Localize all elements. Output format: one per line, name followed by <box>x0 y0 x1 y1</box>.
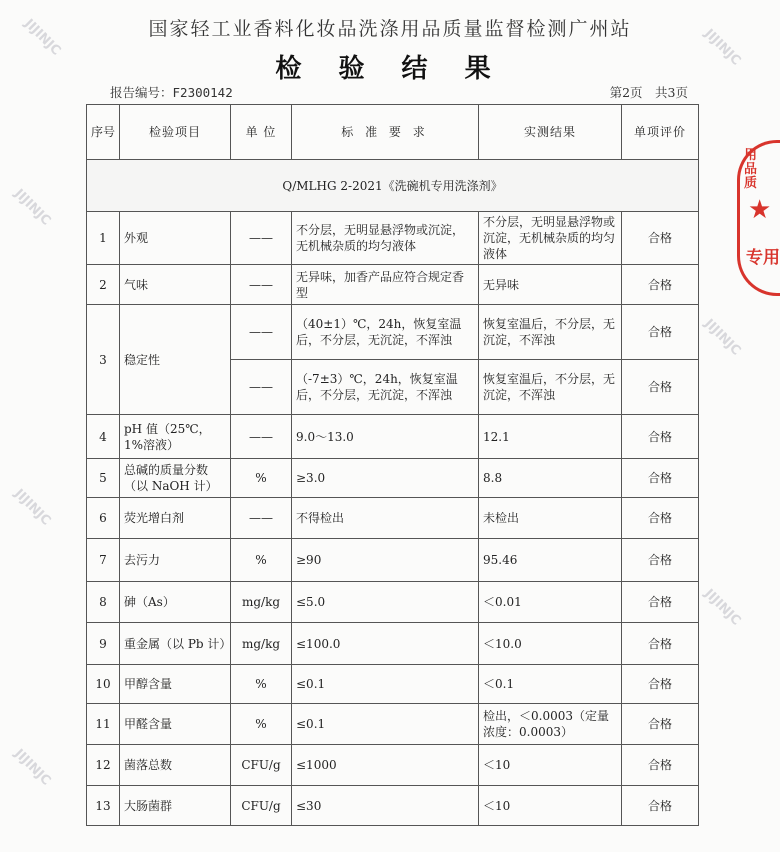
row-evaluation: 合格 <box>622 415 699 459</box>
row-result: 恢复室温后，不分层，无沉淀，不浑浊 <box>479 305 622 360</box>
table-row <box>87 539 699 582</box>
table-row <box>87 623 699 665</box>
row-evaluation: 合格 <box>622 459 699 498</box>
row-result: 不分层，无明显悬浮物或沉淀，无机械杂质的均匀液体 <box>479 212 622 265</box>
report-number <box>110 83 233 101</box>
row-requirement: 无异味，加香产品应符合规定香型 <box>292 265 479 305</box>
row-no: 8 <box>87 582 120 623</box>
row-evaluation: 合格 <box>622 360 699 415</box>
column-header-result: 实测结果 <box>479 105 622 160</box>
row-unit: CFU/g <box>231 745 292 786</box>
row-result: 12.1 <box>479 415 622 459</box>
row-result: 无异味 <box>479 265 622 305</box>
row-no: 12 <box>87 745 120 786</box>
row-requirement: ≤0.1 <box>292 704 479 745</box>
table-row <box>87 415 699 459</box>
stamp-text-top: 用品质 <box>744 148 758 191</box>
column-header-no: 序号 <box>87 105 120 160</box>
row-requirement: ≤0.1 <box>292 665 479 704</box>
stamp-star-icon: ★ <box>748 195 772 225</box>
table-header-row <box>87 105 699 160</box>
table-row <box>87 704 699 745</box>
row-no: 10 <box>87 665 120 704</box>
row-no: 11 <box>87 704 120 745</box>
row-requirement: ≤100.0 <box>292 623 479 665</box>
table-row <box>87 212 699 265</box>
row-result: 检出，＜0.0003（定量浓度：0.0003） <box>479 704 622 745</box>
page-info: 第2页 共3页 <box>609 85 688 100</box>
row-no: 7 <box>87 539 120 582</box>
row-item: 气味 <box>120 265 231 305</box>
row-result: ＜0.01 <box>479 582 622 623</box>
watermark: JIJINJC <box>701 316 744 359</box>
row-no: 9 <box>87 623 120 665</box>
row-requirement: 不分层，无明显悬浮物或沉淀，无机械杂质的均匀液体 <box>292 212 479 265</box>
watermark: JIJINJC <box>11 486 54 529</box>
organization-name: 国家轻工业香料化妆品洗涤用品质量监督检测广州站 <box>148 18 632 40</box>
row-evaluation: 合格 <box>622 305 699 360</box>
watermark: JIJINJC <box>11 186 54 229</box>
table-row <box>87 582 699 623</box>
report-number-value: F2300142 <box>172 85 233 100</box>
column-header-item: 检验项目 <box>120 105 231 160</box>
table-row <box>87 265 699 305</box>
row-requirement: （40±1）℃，24h，恢复室温后，不分层，无沉淀，不浑浊 <box>292 305 479 360</box>
row-item: 重金属（以 Pb 计） <box>120 623 231 665</box>
table-row <box>87 498 699 539</box>
row-result: ＜10 <box>479 745 622 786</box>
row-item: 荧光增白剂 <box>120 498 231 539</box>
row-item: 外观 <box>120 212 231 265</box>
row-unit: % <box>231 459 292 498</box>
row-item: 总碱的质量分数（以 NaOH 计） <box>120 459 231 498</box>
row-requirement: （-7±3）℃，24h，恢复室温后，不分层，无沉淀，不浑浊 <box>292 360 479 415</box>
row-no: 4 <box>87 415 120 459</box>
report-number-label: 报告编号： <box>110 85 173 100</box>
row-item: 大肠菌群 <box>120 786 231 826</box>
results-table <box>86 104 699 826</box>
row-result: 95.46 <box>479 539 622 582</box>
column-header-evaluation: 单项评价 <box>622 105 699 160</box>
row-result: ＜10 <box>479 786 622 826</box>
row-unit: —— <box>231 360 292 415</box>
row-no: 6 <box>87 498 120 539</box>
column-header-requirement: 标 准 要 求 <box>292 105 479 160</box>
row-item: pH 值（25℃，1%溶液） <box>120 415 231 459</box>
row-result: 8.8 <box>479 459 622 498</box>
row-requirement: ≥3.0 <box>292 459 479 498</box>
row-unit: mg/kg <box>231 582 292 623</box>
row-item: 稳定性 <box>120 305 231 415</box>
standard-row <box>87 160 699 212</box>
row-result: 未检出 <box>479 498 622 539</box>
row-no: 5 <box>87 459 120 498</box>
table-row <box>87 786 699 826</box>
row-evaluation: 合格 <box>622 623 699 665</box>
row-item: 甲醇含量 <box>120 665 231 704</box>
row-unit: —— <box>231 305 292 360</box>
watermark: JIJINJC <box>21 16 64 59</box>
row-no: 13 <box>87 786 120 826</box>
row-unit: % <box>231 704 292 745</box>
row-item: 甲醛含量 <box>120 704 231 745</box>
row-result: 恢复室温后，不分层，无沉淀，不浑浊 <box>479 360 622 415</box>
row-no: 3 <box>87 305 120 415</box>
row-result: ＜10.0 <box>479 623 622 665</box>
table-row <box>87 745 699 786</box>
column-header-unit: 单 位 <box>231 105 292 160</box>
row-item: 砷（As） <box>120 582 231 623</box>
row-requirement: ≥90 <box>292 539 479 582</box>
row-result: ＜0.1 <box>479 665 622 704</box>
official-stamp <box>737 140 780 296</box>
row-item: 去污力 <box>120 539 231 582</box>
row-unit: —— <box>231 415 292 459</box>
row-evaluation: 合格 <box>622 704 699 745</box>
row-evaluation: 合格 <box>622 212 699 265</box>
row-unit: CFU/g <box>231 786 292 826</box>
row-unit: mg/kg <box>231 623 292 665</box>
row-no: 1 <box>87 212 120 265</box>
row-requirement: 9.0～13.0 <box>292 415 479 459</box>
row-item: 菌落总数 <box>120 745 231 786</box>
row-no: 2 <box>87 265 120 305</box>
table-row <box>87 459 699 498</box>
row-evaluation: 合格 <box>622 786 699 826</box>
row-evaluation: 合格 <box>622 498 699 539</box>
row-requirement: 不得检出 <box>292 498 479 539</box>
watermark: JIJINJC <box>11 746 54 789</box>
row-evaluation: 合格 <box>622 745 699 786</box>
row-evaluation: 合格 <box>622 582 699 623</box>
row-unit: —— <box>231 498 292 539</box>
row-unit: —— <box>231 212 292 265</box>
watermark: JIJINJC <box>701 26 744 69</box>
standard-name: Q/MLHG 2-2021《洗碗机专用洗涤剂》 <box>87 160 699 212</box>
watermark: JIJINJC <box>701 586 744 629</box>
row-requirement: ≤1000 <box>292 745 479 786</box>
row-evaluation: 合格 <box>622 265 699 305</box>
table-row <box>87 665 699 704</box>
row-unit: % <box>231 539 292 582</box>
stamp-text-bottom: 专用 <box>746 248 780 268</box>
row-unit: —— <box>231 265 292 305</box>
row-evaluation: 合格 <box>622 539 699 582</box>
row-evaluation: 合格 <box>622 665 699 704</box>
row-requirement: ≤30 <box>292 786 479 826</box>
table-row <box>87 305 699 360</box>
row-requirement: ≤5.0 <box>292 582 479 623</box>
row-unit: % <box>231 665 292 704</box>
page-title: 检 验 结 果 <box>275 54 505 84</box>
